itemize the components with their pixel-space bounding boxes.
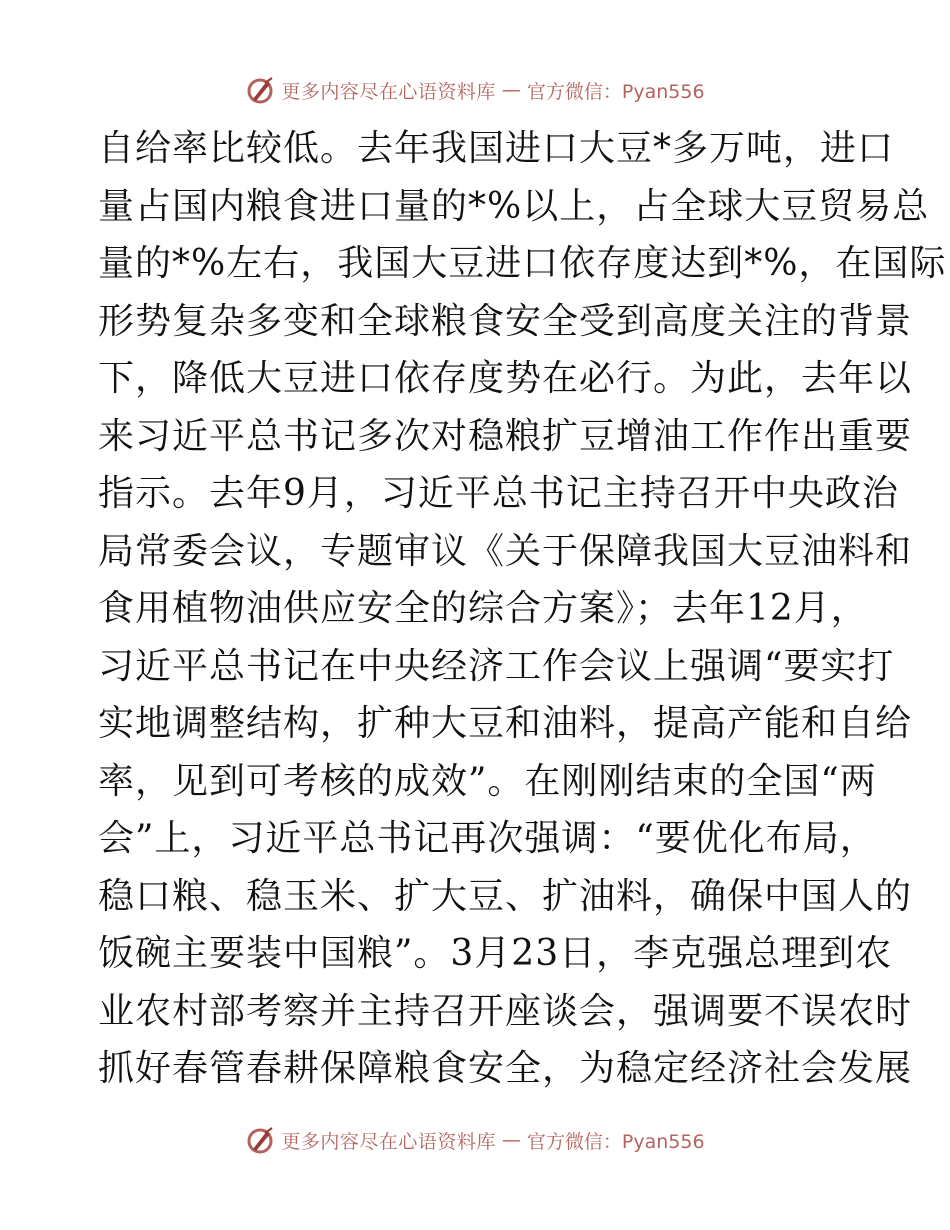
watermark-contact-text: 官方微信：Pyan556 bbox=[526, 80, 705, 103]
header-watermark bbox=[0, 72, 950, 108]
text-line: 量占国内粮食进口量的*%以上，占全球大豆贸易总 bbox=[98, 185, 930, 227]
text-line: 量的*%左右，我国大豆进口依存度达到*%，在国际 bbox=[98, 243, 947, 284]
watermark-contact-text: 官方微信：Pyan556 bbox=[526, 1130, 705, 1153]
text-line: 实地调整结构，扩种大豆和油料，提高产能和自给 bbox=[98, 703, 913, 744]
text-line: 抓好春管春耕保障粮食安全，为稳定经济社会发展 bbox=[98, 1048, 913, 1089]
watermark-site-text: 更多内容尽在心语资料库 bbox=[281, 1130, 496, 1153]
text-line: 饭碗主要装中国粮”。3月23日，李克强总理到农 bbox=[98, 933, 893, 974]
document-body bbox=[98, 120, 947, 1098]
watermark-separator: — bbox=[501, 1129, 521, 1151]
footer-watermark bbox=[0, 1122, 950, 1158]
text-line: 指示。去年9月，习近平总书记主持召开中央政治 bbox=[98, 473, 899, 514]
watermark-site-text: 更多内容尽在心语资料库 bbox=[281, 80, 496, 103]
text-line: 习近平总书记在中央经济工作会议上强调“要实打 bbox=[98, 645, 895, 687]
text-line: 下，降低大豆进口依存度势在必行。为此，去年以 bbox=[98, 358, 913, 399]
text-line: 稳口粮、稳玉米、扩大豆、扩油料，确保中国人的 bbox=[98, 875, 913, 917]
text-line: 食用植物油供应安全的综合方案》；去年12月， bbox=[98, 588, 868, 629]
text-line: 自给率比较低。去年我国进口大豆*多万吨，进口 bbox=[98, 128, 895, 169]
quill-logo-icon bbox=[245, 75, 275, 105]
text-line: 会”上，习近平总书记再次强调：“要优化布局， bbox=[98, 818, 877, 859]
text-line: 局常委会议，专题审议《关于保障我国大豆油料和 bbox=[98, 530, 913, 572]
text-line: 业农村部考察并主持召开座谈会，强调要不误农时 bbox=[98, 990, 913, 1032]
text-line: 率，见到可考核的成效”。在刚刚结束的全国“两 bbox=[98, 760, 877, 802]
watermark-separator: — bbox=[501, 79, 521, 101]
text-line: 来习近平总书记多次对稳粮扩豆增油工作作出重要 bbox=[98, 415, 913, 457]
quill-logo-icon bbox=[245, 1125, 275, 1155]
text-line: 形势复杂多变和全球粮食安全受到高度关注的背景 bbox=[98, 300, 913, 342]
